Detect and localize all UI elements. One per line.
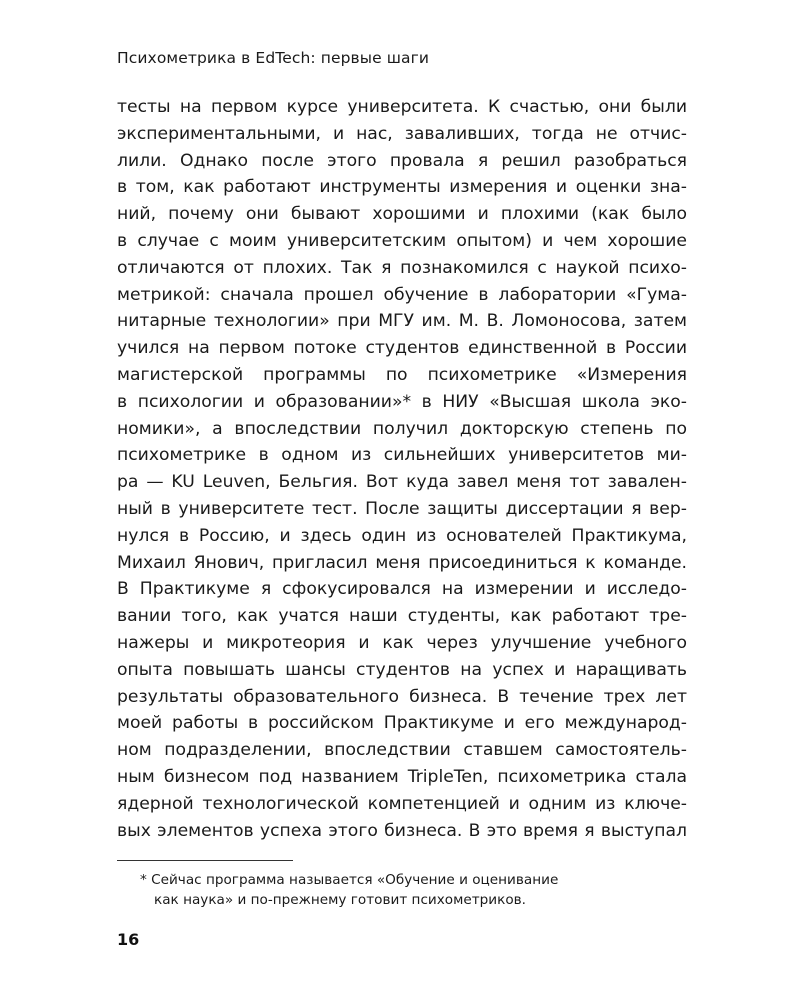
text-line: ра — KU Leuven, Бельгия. Вот куда завел меня тот завален- — [117, 472, 687, 493]
body-text — [117, 94, 687, 844]
text-line: вании того, как учатся наши студенты, как работают тре- — [117, 606, 687, 627]
text-line: в случае с моим университетским опытом) и чем хорошие — [117, 230, 687, 251]
text-line: в психологии и образовании»* в НИУ «Высшая школа эко- — [117, 391, 687, 412]
text-line: результаты образовательного бизнеса. В течение трех лет — [117, 686, 687, 707]
text-line: номики», а впоследствии получил докторскую степень по — [117, 418, 687, 439]
text-line: опыта повышать шансы студентов на успех и наращивать — [117, 659, 687, 680]
text-line: тесты на первом курсе университета. К счастью, они были — [117, 97, 687, 117]
text-line: вых элементов успеха этого бизнеса. В это время я выступал — [117, 820, 687, 841]
page-number: 16 — [117, 930, 140, 949]
footnote-line: * Сейчас программа называется «Обучение и оценивание — [140, 872, 559, 888]
text-line: в том, как работают инструменты измерения и оценки зна- — [117, 177, 687, 198]
text-line: ядерной технологической компетенцией и одним из ключе- — [117, 793, 687, 814]
text-line: ном подразделении, впоследствии ставшем самостоятель- — [117, 740, 687, 761]
text-line: ний, почему они бывают хорошими и плохими (как было — [117, 204, 687, 225]
text-line: ным бизнесом под названием TripleTen, психометрика стала — [117, 766, 687, 787]
running-title: Психометрика в EdTech: первые шаги — [117, 49, 430, 67]
text-line: нулся в Россию, и здесь один из основателей Практикума, — [117, 525, 687, 546]
text-line: Михаил Янович, пригласил меня присоединиться к команде. — [117, 552, 687, 573]
footnote — [140, 870, 558, 910]
text-line: нитарные технологии» при МГУ им. М. В. Ломоносова, затем — [117, 311, 687, 332]
text-line: магистерской программы по психометрике «Измерения — [117, 364, 687, 385]
text-line: нажеры и микротеория и как через улучшение учебного — [117, 632, 687, 653]
text-line: В Практикуме я сфокусировался на измерении и исследо- — [117, 579, 687, 600]
text-line: лили. Однако после этого провала я решил разобраться — [117, 150, 687, 171]
text-line: экспериментальными, и нас, заваливших, тогда не отчис- — [117, 123, 687, 144]
footnote-line: как наука» и по-прежнему готовит психометриков. — [154, 892, 526, 908]
text-line: отличаются от плохих. Так я познакомился с наукой психо- — [117, 257, 687, 278]
footnote-divider — [117, 860, 293, 861]
text-line: психометрике в одном из сильнейших университетов ми- — [117, 445, 687, 466]
text-line: ный в университете тест. После защиты диссертации я вер- — [117, 498, 687, 519]
text-line: моей работы в российском Практикуме и его международ- — [117, 713, 687, 734]
text-line: метрикой: сначала прошел обучение в лаборатории «Гума- — [117, 284, 687, 305]
text-line: учился на первом потоке студентов единственной в России — [117, 338, 687, 359]
